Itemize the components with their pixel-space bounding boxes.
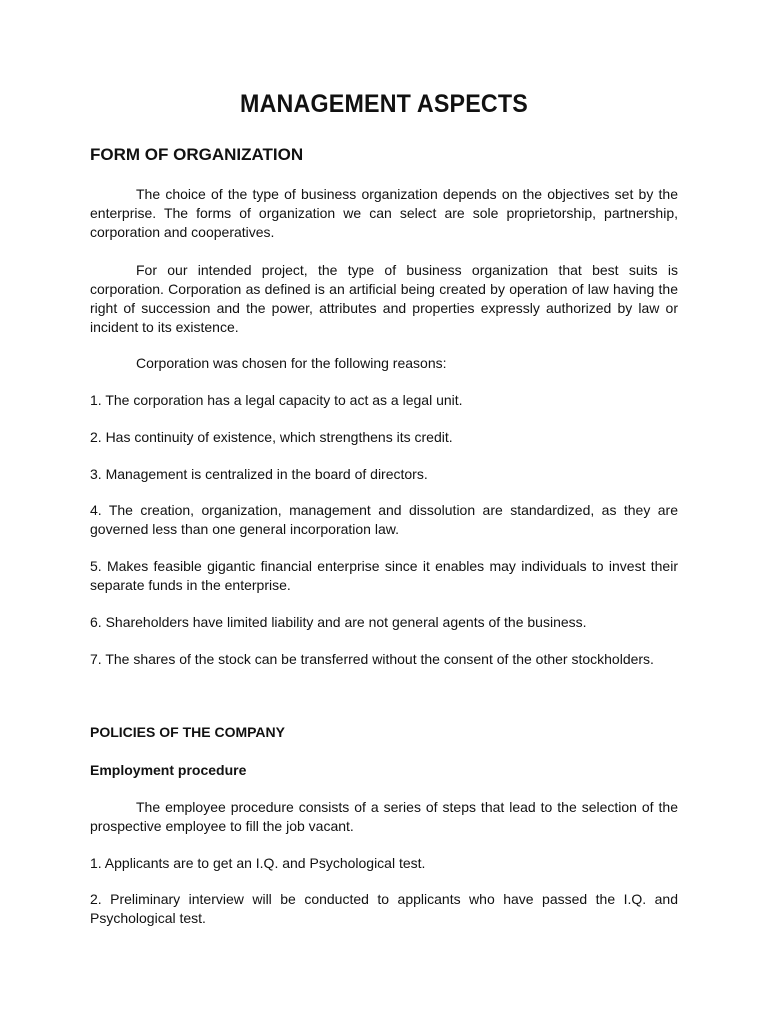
subheading-employment-procedure: Employment procedure xyxy=(90,762,247,778)
list-item-reason-7: 7. The shares of the stock can be transferred without the consent of the other stockholders. xyxy=(90,651,654,667)
list-item-step-1: 1. Applicants are to get an I.Q. and Psychological test. xyxy=(90,855,426,871)
list-item-reason-2: 2. Has continuity of existence, which strengthens its credit. xyxy=(90,429,453,445)
list-item-reason-5: 5. Makes feasible gigantic financial enterprise since it enables may individuals to invest their separate funds in the enterprise. xyxy=(90,558,678,593)
document-title: MANAGEMENT ASPECTS xyxy=(240,90,528,118)
section-heading-form-of-organization: FORM OF ORGANIZATION xyxy=(90,145,304,164)
list-item-reason-3: 3. Management is centralized in the board of directors. xyxy=(90,466,428,482)
list-item-reason-1: 1. The corporation has a legal capacity to act as a legal unit. xyxy=(90,392,463,408)
list-item-step-2: 2. Preliminary interview will be conducted to applicants who have passed the I.Q. and Psychological test. xyxy=(90,891,678,926)
paragraph-employee-procedure: The employee procedure consists of a series of steps that lead to the selection of the prospective employee to fill the job vacant. xyxy=(90,799,678,834)
paragraph-choice-of-organization: The choice of the type of business organization depends on the objectives set by the enterprise. The forms of organization we can select are sole proprietorship, partnership, corporation and cooperatives. xyxy=(90,186,678,240)
list-item-reason-6: 6. Shareholders have limited liability and are not general agents of the business. xyxy=(90,614,587,630)
list-item-reason-4: 4. The creation, organization, management and dissolution are standardized, as they are governed less than one general incorporation law. xyxy=(90,502,678,537)
section-heading-policies: POLICIES OF THE COMPANY xyxy=(90,724,285,740)
paragraph-reasons-intro: Corporation was chosen for the following reasons: xyxy=(136,355,447,371)
paragraph-intended-project: For our intended project, the type of business organization that best suits is corporation. Corporation as defined is an artificial being created by operation of law having the right of succession and the power, attributes and properties expressly authorized by law or incident to its existence. xyxy=(90,262,678,335)
